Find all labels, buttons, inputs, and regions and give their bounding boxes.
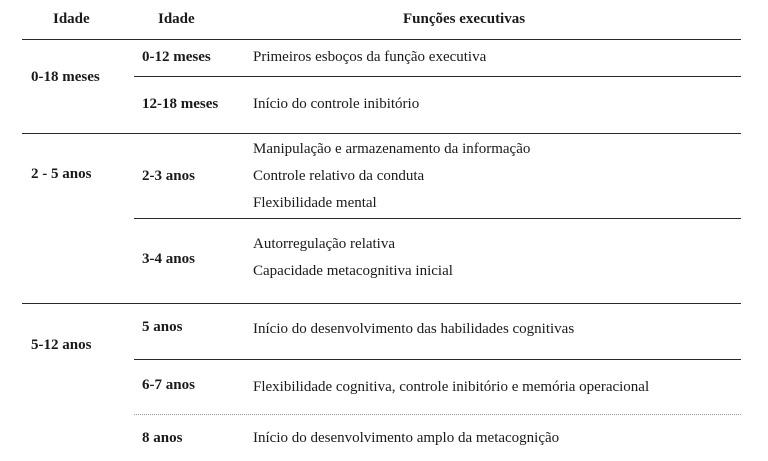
row-function: Início do desenvolvimento amplo da metacognição bbox=[253, 430, 560, 446]
header-age-group: Idade bbox=[53, 11, 90, 27]
row-function: Capacidade metacognitiva inicial bbox=[253, 263, 453, 279]
row-age: 8 anos bbox=[142, 430, 183, 446]
row-age: 12-18 meses bbox=[142, 96, 219, 112]
row-age: 0-12 meses bbox=[142, 49, 211, 65]
group-age-0-18: 0-18 meses bbox=[31, 69, 100, 85]
group-age-5-12: 5-12 anos bbox=[31, 337, 92, 353]
row-function: Primeiros esboços da função executiva bbox=[253, 49, 487, 65]
row-divider bbox=[134, 414, 741, 415]
row-function: Flexibilidade mental bbox=[253, 195, 377, 211]
group-age-2-5: 2 - 5 anos bbox=[31, 166, 92, 182]
row-divider bbox=[134, 359, 741, 360]
row-divider bbox=[134, 218, 741, 219]
header-age: Idade bbox=[158, 11, 195, 27]
row-age: 3-4 anos bbox=[142, 251, 195, 267]
row-age: 6-7 anos bbox=[142, 377, 195, 393]
row-function: Manipulação e armazenamento da informação bbox=[253, 141, 531, 157]
row-divider bbox=[134, 76, 741, 77]
row-function: Flexibilidade cognitiva, controle inibitório e memória operacional bbox=[253, 379, 650, 395]
row-function: Controle relativo da conduta bbox=[253, 168, 425, 184]
row-function: Início do desenvolvimento das habilidades cognitivas bbox=[253, 321, 575, 337]
header-rule bbox=[22, 39, 741, 40]
header-executive-functions: Funções executivas bbox=[403, 11, 526, 27]
row-function: Autorregulação relativa bbox=[253, 236, 396, 252]
group-divider bbox=[22, 133, 741, 134]
row-age: 2-3 anos bbox=[142, 168, 195, 184]
row-function: Início do controle inibitório bbox=[253, 96, 420, 112]
group-divider bbox=[22, 303, 741, 304]
row-age: 5 anos bbox=[142, 319, 183, 335]
